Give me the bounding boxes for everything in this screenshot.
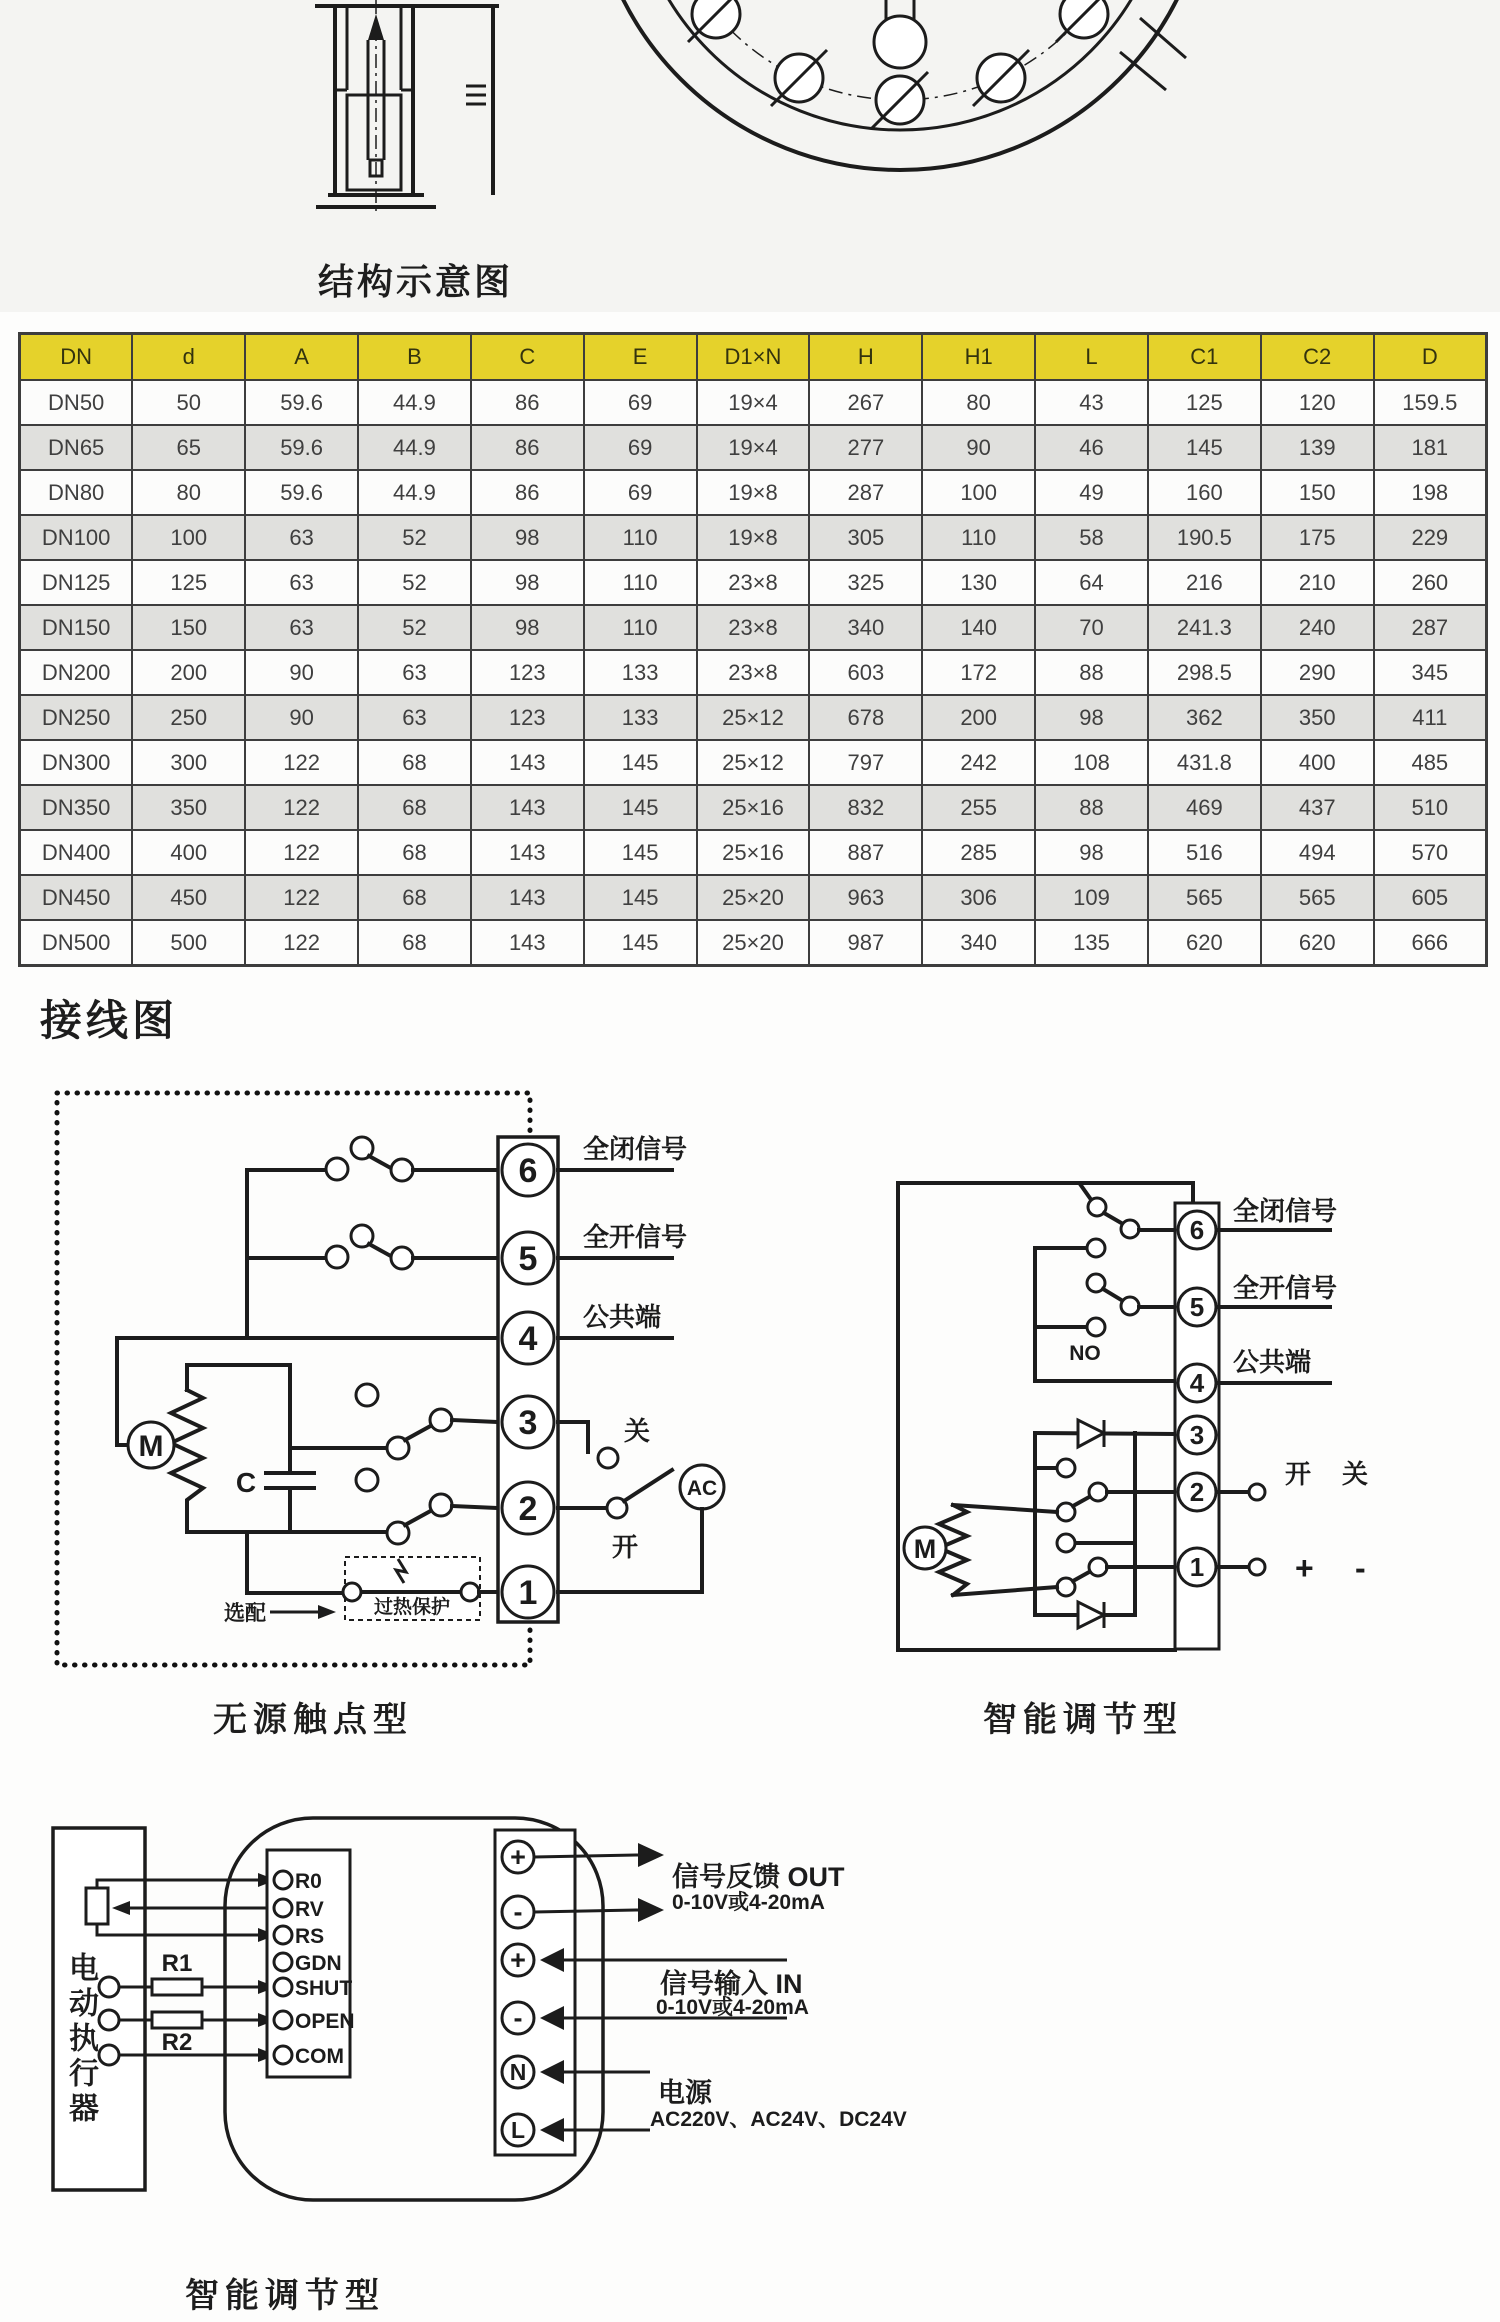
- table-cell: 52: [358, 560, 471, 605]
- table-cell: 110: [584, 560, 697, 605]
- table-cell: 120: [1261, 380, 1374, 425]
- terminal-4: 4: [518, 1320, 538, 1358]
- table-cell: 46: [1035, 425, 1148, 470]
- table-cell: 100: [922, 470, 1035, 515]
- table-cell: 130: [922, 560, 1035, 605]
- plus-label: +: [1295, 1550, 1314, 1586]
- table-cell: DN125: [20, 560, 133, 605]
- table-cell: 63: [358, 650, 471, 695]
- table-header-H1: H1: [922, 334, 1035, 381]
- terminal-5: 5: [518, 1240, 538, 1278]
- table-cell: 200: [132, 650, 245, 695]
- table-row-DN80: [20, 470, 1487, 515]
- open-label: 开: [1285, 1459, 1312, 1489]
- terminal-strip: [1175, 1203, 1219, 1649]
- terminal-1: 1: [1189, 1552, 1205, 1582]
- flange-top-view: [590, 0, 1210, 170]
- thermal-protector: [343, 1557, 498, 1620]
- terminal-6: 6: [1189, 1215, 1205, 1245]
- table-cell: 98: [1035, 695, 1148, 740]
- port-open: OPEN: [295, 2010, 355, 2033]
- optional-note: [224, 1602, 336, 1625]
- terminal-3: 3: [518, 1404, 538, 1442]
- table-cell: DN500: [20, 920, 133, 966]
- io-terminal-box: [495, 1830, 575, 2155]
- table-cell: 44.9: [358, 425, 471, 470]
- actuator-label: 电动执行器: [64, 1952, 97, 2127]
- table-cell: 139: [1261, 425, 1374, 470]
- table-cell: 80: [132, 470, 245, 515]
- table-cell: 44.9: [358, 470, 471, 515]
- table-cell: 277: [809, 425, 922, 470]
- table-header-D: D: [1374, 334, 1487, 381]
- close-label: 关: [624, 1416, 651, 1446]
- table-cell: 287: [1374, 605, 1487, 650]
- table-cell: 159.5: [1374, 380, 1487, 425]
- table-cell: 298.5: [1148, 650, 1261, 695]
- table-cell: 25×12: [697, 695, 810, 740]
- common-label: 公共端: [583, 1302, 662, 1332]
- table-header-C: C: [471, 334, 584, 381]
- table-header-C1: C1: [1148, 334, 1261, 381]
- table-cell: 25×12: [697, 740, 810, 785]
- table-cell: 64: [1035, 560, 1148, 605]
- table-cell: 59.6: [245, 380, 358, 425]
- fully-closed-label: 全闭信号: [583, 1134, 688, 1164]
- table-cell: 285: [922, 830, 1035, 875]
- term-minus-out: -: [513, 1897, 523, 1927]
- table-cell: 86: [471, 380, 584, 425]
- table-cell: 216: [1148, 560, 1261, 605]
- terminal-strip: [498, 1137, 558, 1622]
- table-cell: 605: [1374, 875, 1487, 920]
- table-cell: 603: [809, 650, 922, 695]
- table-cell: 200: [922, 695, 1035, 740]
- table-cell: 500: [132, 920, 245, 966]
- table-cell: 88: [1035, 650, 1148, 695]
- r2-label: R2: [161, 2029, 193, 2056]
- term-minus-in: -: [513, 2003, 523, 2033]
- table-cell: 411: [1374, 695, 1487, 740]
- table-cell: 229: [1374, 515, 1487, 560]
- smart-wires: [904, 1184, 1175, 1628]
- table-cell: 140: [922, 605, 1035, 650]
- terminal-2: 2: [1189, 1477, 1205, 1507]
- table-cell: 241.3: [1148, 605, 1261, 650]
- terminal-5: 5: [1189, 1292, 1205, 1322]
- table-cell: 287: [809, 470, 922, 515]
- table-cell: 125: [132, 560, 245, 605]
- table-cell: 68: [358, 920, 471, 966]
- port-r0: R0: [295, 1870, 322, 1893]
- table-cell: 133: [584, 695, 697, 740]
- table-cell: 350: [1261, 695, 1374, 740]
- table-cell: 145: [584, 785, 697, 830]
- smart-diagram-caption: 智能调节型: [983, 1701, 1183, 1739]
- table-cell: 110: [584, 605, 697, 650]
- passive-diagram-caption: 无源触点型: [213, 1701, 413, 1739]
- table-cell: 143: [471, 740, 584, 785]
- table-cell: 110: [584, 515, 697, 560]
- table-header-E: E: [584, 334, 697, 381]
- table-cell: 25×16: [697, 830, 810, 875]
- table-row-DN450: [20, 875, 1487, 920]
- table-cell: 65: [132, 425, 245, 470]
- table-cell: 52: [358, 605, 471, 650]
- table-row-DN125: [20, 560, 1487, 605]
- term-plus-in: +: [510, 1945, 526, 1975]
- table-cell: 325: [809, 560, 922, 605]
- table-cell: 242: [922, 740, 1035, 785]
- table-cell: 23×8: [697, 560, 810, 605]
- table-cell: 620: [1261, 920, 1374, 966]
- terminal-3: 3: [1189, 1420, 1205, 1450]
- feedback-range: 0-10V或4-20mA: [672, 1891, 825, 1914]
- structure-drawings: [0, 0, 1500, 330]
- table-cell: 63: [358, 695, 471, 740]
- table-cell: 80: [922, 380, 1035, 425]
- ac-label: AC: [686, 1477, 718, 1500]
- table-cell: 832: [809, 785, 922, 830]
- table-cell: 52: [358, 515, 471, 560]
- input-range: 0-10V或4-20mA: [656, 1996, 809, 2019]
- table-cell: 190.5: [1148, 515, 1261, 560]
- table-cell: 340: [922, 920, 1035, 966]
- table-cell: 122: [245, 920, 358, 966]
- table-row-DN200: [20, 650, 1487, 695]
- table-row-DN250: [20, 695, 1487, 740]
- table-cell: DN400: [20, 830, 133, 875]
- enclosure: [898, 1183, 1193, 1650]
- table-cell: 98: [1035, 830, 1148, 875]
- table-cell: 143: [471, 875, 584, 920]
- dimension-table-body: [20, 380, 1487, 966]
- right-side-labels: [558, 1134, 724, 1592]
- table-cell: 108: [1035, 740, 1148, 785]
- table-cell: 150: [132, 605, 245, 650]
- table-cell: 290: [1261, 650, 1374, 695]
- io-wires-right: [534, 1843, 907, 2142]
- minus-label: -: [1355, 1550, 1366, 1586]
- table-cell: 145: [584, 875, 697, 920]
- table-cell: 437: [1261, 785, 1374, 830]
- table-cell: 887: [809, 830, 922, 875]
- optional-label: 选配: [224, 1602, 266, 1625]
- terminal-4: 4: [1189, 1368, 1205, 1398]
- table-cell: 565: [1261, 875, 1374, 920]
- terminal-6: 6: [518, 1152, 538, 1190]
- table-header-d: d: [132, 334, 245, 381]
- table-cell: 19×8: [697, 470, 810, 515]
- table-cell: DN350: [20, 785, 133, 830]
- table-cell: 68: [358, 875, 471, 920]
- table-cell: 260: [1374, 560, 1487, 605]
- table-row-DN100: [20, 515, 1487, 560]
- smart-module-diagram: [30, 1790, 1030, 2210]
- motor-label: M: [138, 1430, 164, 1463]
- table-cell: 431.8: [1148, 740, 1261, 785]
- table-cell: 345: [1374, 650, 1487, 695]
- table-cell: DN150: [20, 605, 133, 650]
- port-shut: SHUT: [295, 1977, 353, 2000]
- port-rs: RS: [295, 1925, 325, 1948]
- table-cell: 175: [1261, 515, 1374, 560]
- table-cell: 23×8: [697, 650, 810, 695]
- table-cell: 98: [471, 605, 584, 650]
- table-row-DN300: [20, 740, 1487, 785]
- table-cell: 666: [1374, 920, 1487, 966]
- table-cell: DN200: [20, 650, 133, 695]
- table-cell: DN450: [20, 875, 133, 920]
- dimension-table: [18, 332, 1488, 967]
- passive-contact-diagram: [30, 1060, 820, 1710]
- table-cell: 63: [245, 605, 358, 650]
- table-cell: 963: [809, 875, 922, 920]
- table-cell: 145: [584, 740, 697, 785]
- table-cell: 69: [584, 470, 697, 515]
- table-cell: 570: [1374, 830, 1487, 875]
- table-cell: 63: [245, 515, 358, 560]
- table-cell: DN100: [20, 515, 133, 560]
- table-header-A: A: [245, 334, 358, 381]
- table-cell: 19×4: [697, 425, 810, 470]
- fully-open-label: 全开信号: [583, 1222, 688, 1252]
- table-cell: 63: [245, 560, 358, 605]
- table-cell: 90: [245, 695, 358, 740]
- table-cell: 485: [1374, 740, 1487, 785]
- port-gdn: GDN: [295, 1952, 342, 1975]
- right-side-labels: [1219, 1196, 1368, 1586]
- table-cell: 210: [1261, 560, 1374, 605]
- table-cell: 70: [1035, 605, 1148, 650]
- hatch-marks: [466, 6, 493, 193]
- table-cell: 123: [471, 650, 584, 695]
- fully-open-label: 全开信号: [1233, 1273, 1338, 1303]
- table-cell: 350: [132, 785, 245, 830]
- table-cell: 516: [1148, 830, 1261, 875]
- motor-label: M: [913, 1534, 937, 1564]
- table-cell: 198: [1374, 470, 1487, 515]
- table-cell: 90: [922, 425, 1035, 470]
- table-cell: 110: [922, 515, 1035, 560]
- table-cell: 250: [132, 695, 245, 740]
- table-cell: 88: [1035, 785, 1148, 830]
- term-plus-out: +: [510, 1842, 526, 1872]
- no-label: NO: [1069, 1342, 1101, 1365]
- table-cell: 306: [922, 875, 1035, 920]
- fully-closed-label: 全闭信号: [1233, 1196, 1338, 1226]
- table-cell: 68: [358, 830, 471, 875]
- table-cell: 68: [358, 785, 471, 830]
- table-cell: DN250: [20, 695, 133, 740]
- thermal-label: 过热保护: [373, 1597, 451, 1618]
- table-cell: 400: [132, 830, 245, 875]
- table-cell: 44.9: [358, 380, 471, 425]
- table-cell: 86: [471, 470, 584, 515]
- table-cell: 43: [1035, 380, 1148, 425]
- table-cell: 450: [132, 875, 245, 920]
- table-cell: 267: [809, 380, 922, 425]
- table-cell: 305: [809, 515, 922, 560]
- terminal-2: 2: [518, 1490, 538, 1528]
- power-label: 电源: [658, 2078, 712, 2108]
- table-cell: 49: [1035, 470, 1148, 515]
- structure-caption: 结构示意图: [318, 261, 514, 302]
- table-cell: 987: [809, 920, 922, 966]
- table-cell: 620: [1148, 920, 1261, 966]
- common-label: 公共端: [1233, 1347, 1312, 1377]
- table-cell: 123: [471, 695, 584, 740]
- table-cell: 98: [471, 560, 584, 605]
- smart-regulating-diagram: [860, 1150, 1420, 1690]
- module-diagram-caption: 智能调节型: [185, 2277, 385, 2315]
- table-cell: 145: [584, 920, 697, 966]
- table-cell: 122: [245, 785, 358, 830]
- table-cell: 25×20: [697, 920, 810, 966]
- table-cell: 300: [132, 740, 245, 785]
- table-cell: 69: [584, 425, 697, 470]
- table-header-B: B: [358, 334, 471, 381]
- table-cell: 494: [1261, 830, 1374, 875]
- table-header-H: H: [809, 334, 922, 381]
- table-row-DN50: [20, 380, 1487, 425]
- table-row-DN65: [20, 425, 1487, 470]
- table-cell: 125: [1148, 380, 1261, 425]
- table-cell: 69: [584, 380, 697, 425]
- table-cell: 255: [922, 785, 1035, 830]
- table-cell: 150: [1261, 470, 1374, 515]
- table-row-DN150: [20, 605, 1487, 650]
- table-cell: 160: [1148, 470, 1261, 515]
- table-cell: 400: [1261, 740, 1374, 785]
- table-header-D1×N: D1×N: [697, 334, 810, 381]
- dimension-table-head: [20, 334, 1487, 381]
- port-rv: RV: [295, 1898, 324, 1921]
- table-cell: 678: [809, 695, 922, 740]
- valve-cross-section: [317, 0, 497, 215]
- table-cell: 23×8: [697, 605, 810, 650]
- table-cell: 135: [1035, 920, 1148, 966]
- table-cell: 122: [245, 875, 358, 920]
- table-cell: 19×4: [697, 380, 810, 425]
- table-cell: DN65: [20, 425, 133, 470]
- power-range: AC220V、AC24V、DC24V: [650, 2108, 907, 2131]
- table-header-DN: DN: [20, 334, 133, 381]
- port-terminal-box: [267, 1850, 355, 2077]
- open-label: 开: [611, 1532, 639, 1562]
- table-cell: 59.6: [245, 425, 358, 470]
- table-cell: 86: [471, 425, 584, 470]
- table-cell: 59.6: [245, 470, 358, 515]
- wiring-section-title: 接线图: [40, 997, 179, 1044]
- input-label: 信号输入 IN: [660, 1969, 803, 1999]
- feedback-label: 信号反馈 OUT: [672, 1862, 845, 1892]
- table-cell: 58: [1035, 515, 1148, 560]
- table-cell: 172: [922, 650, 1035, 695]
- table-cell: 510: [1374, 785, 1487, 830]
- terminal-1: 1: [518, 1574, 538, 1612]
- table-cell: 109: [1035, 875, 1148, 920]
- table-cell: 340: [809, 605, 922, 650]
- table-cell: 145: [1148, 425, 1261, 470]
- table-cell: DN300: [20, 740, 133, 785]
- capacitor-label: C: [235, 1467, 257, 1498]
- table-cell: DN80: [20, 470, 133, 515]
- table-cell: 240: [1261, 605, 1374, 650]
- table-cell: 19×8: [697, 515, 810, 560]
- table-cell: 25×16: [697, 785, 810, 830]
- table-cell: 362: [1148, 695, 1261, 740]
- table-cell: 122: [245, 830, 358, 875]
- table-row-DN350: [20, 785, 1487, 830]
- table-cell: 133: [584, 650, 697, 695]
- table-header-L: L: [1035, 334, 1148, 381]
- table-cell: 68: [358, 740, 471, 785]
- table-cell: 122: [245, 740, 358, 785]
- table-cell: 565: [1148, 875, 1261, 920]
- table-cell: 25×20: [697, 875, 810, 920]
- table-cell: 145: [584, 830, 697, 875]
- table-cell: 143: [471, 830, 584, 875]
- table-row-DN500: [20, 920, 1487, 966]
- table-cell: 143: [471, 920, 584, 966]
- table-cell: 98: [471, 515, 584, 560]
- table-cell: 469: [1148, 785, 1261, 830]
- term-line: L: [510, 2117, 526, 2143]
- term-neutral: N: [509, 2059, 527, 2085]
- port-com: COM: [295, 2045, 344, 2068]
- table-cell: 50: [132, 380, 245, 425]
- table-cell: 143: [471, 785, 584, 830]
- table-header-C2: C2: [1261, 334, 1374, 381]
- close-label: 关: [1342, 1459, 1369, 1489]
- table-cell: 100: [132, 515, 245, 560]
- table-cell: 90: [245, 650, 358, 695]
- table-row-DN400: [20, 830, 1487, 875]
- table-cell: 181: [1374, 425, 1487, 470]
- r1-label: R1: [161, 1950, 193, 1977]
- table-cell: 797: [809, 740, 922, 785]
- passive-wires: [117, 1137, 498, 1593]
- table-cell: DN50: [20, 380, 133, 425]
